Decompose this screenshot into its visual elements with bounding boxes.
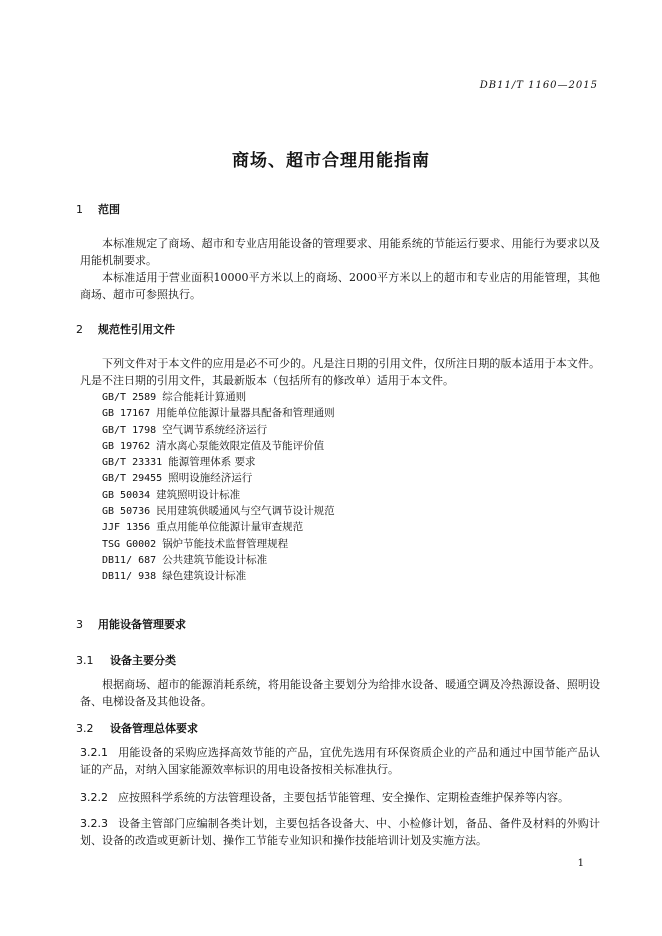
reference-code: JJF 1356 <box>102 522 151 534</box>
reference-name: 空气调节系统经济运行 <box>162 423 268 436</box>
clause-text: 设备主管部门应编制各类计划，主要包括各设备大、中、小检修计划，备品、备件及材料的外购计划、设备的改造或更新计划、操作工节能专业知识和操作技能培训计划及实施方法。 <box>80 817 600 847</box>
reference-code: DB11/ 938 <box>102 571 157 583</box>
reference-item <box>102 470 335 486</box>
section-number: 3 <box>76 618 83 631</box>
clause-3-2-1 <box>80 744 600 778</box>
reference-name: 公共建筑节能设计标准 <box>162 553 268 566</box>
reference-item <box>102 536 335 552</box>
section-2-heading <box>76 321 175 337</box>
reference-code: DB11/ 687 <box>102 554 157 566</box>
reference-code: TSG G0002 <box>102 538 157 550</box>
section-number: 2 <box>76 323 83 336</box>
clause-number: 3.2.3 <box>80 817 108 830</box>
reference-name: 建筑照明设计标准 <box>156 488 241 501</box>
reference-item <box>102 389 335 405</box>
reference-code: GB/T 29455 <box>102 473 163 485</box>
reference-item <box>102 519 335 535</box>
reference-code: GB 50034 <box>102 489 151 501</box>
subsection-title: 设备管理总体要求 <box>110 722 198 735</box>
section-title: 用能设备管理要求 <box>98 618 186 631</box>
section-number: 1 <box>76 203 83 216</box>
reference-name: 能源管理体系 要求 <box>168 456 256 469</box>
section-title: 范围 <box>98 203 120 216</box>
normative-reference-list <box>102 389 335 585</box>
reference-item <box>102 487 335 503</box>
subsection-3-1-paragraph: 根据商场、超市的能源消耗系统，将用能设备主要划分为给排水设备、暖通空调及冷热源设备、照明设备、电梯设备及其他设备。 <box>80 678 600 708</box>
reference-code: GB/T 2589 <box>102 392 157 403</box>
reference-code: GB 17167 <box>102 408 151 420</box>
reference-item <box>102 503 335 519</box>
reference-code: GB/T 23331 <box>102 457 163 469</box>
page-number: 1 <box>577 858 584 869</box>
reference-name: 清水离心泵能效限定值及节能评价值 <box>156 439 325 452</box>
reference-name: 重点用能单位能源计量审查规范 <box>156 521 304 534</box>
reference-item <box>102 568 335 584</box>
clause-number: 3.2.1 <box>80 746 108 759</box>
clause-3-2-2 <box>80 789 600 806</box>
reference-name: 用能单位能源计量器具配备和管理通则 <box>156 407 335 420</box>
reference-code: GB 19762 <box>102 440 151 452</box>
section-1-paragraph-2: 本标准适用于营业面积10000平方米以上的商场、2000平方米以上的超市和专业店的用能管理，其他商场、超市可参照执行。 <box>80 271 600 301</box>
section-2-paragraph: 下列文件对于本文件的应用是必不可少的。凡是注日期的引用文件，仅所注日期的版本适用于本文件。凡是不注日期的引用文件，其最新版本（包括所有的修改单）适用于本文件。 <box>80 357 600 387</box>
reference-name: 照明设施经济运行 <box>168 472 253 485</box>
reference-item <box>102 454 335 470</box>
reference-item <box>102 552 335 568</box>
reference-item <box>102 422 335 438</box>
subsection-3-1-heading <box>76 652 176 668</box>
standard-code: DB11/T 1160—2015 <box>479 80 598 91</box>
clause-text: 应按照科学系统的方法管理设备，主要包括节能管理、安全操作、定期检查维护保养等内容。 <box>118 791 569 804</box>
subsection-number: 3.2 <box>76 722 94 735</box>
reference-name: 绿色建筑设计标准 <box>162 570 247 583</box>
reference-name: 综合能耗计算通则 <box>162 391 247 403</box>
reference-item <box>102 405 335 421</box>
reference-item <box>102 438 335 454</box>
clause-3-2-3 <box>80 815 600 849</box>
reference-code: GB/T 1798 <box>102 424 157 436</box>
section-1-paragraph-1: 本标准规定了商场、超市和专业店用能设备的管理要求、用能系统的节能运行要求、用能行为要求以及用能机制要求。 <box>80 237 600 267</box>
reference-code: GB 50736 <box>102 506 151 518</box>
document-title: 商场、超市合理用能指南 <box>232 151 430 171</box>
subsection-title: 设备主要分类 <box>110 654 176 667</box>
section-title: 规范性引用文件 <box>98 323 175 336</box>
clause-text: 用能设备的采购应选择高效节能的产品，宜优先选用有环保资质企业的产品和通过中国节能产品认证的产品，对纳入国家能源效率标识的用电设备按相关标准执行。 <box>80 746 600 776</box>
reference-name: 锅炉节能技术监督管理规程 <box>162 537 289 550</box>
section-1-heading <box>76 201 120 217</box>
subsection-number: 3.1 <box>76 654 94 667</box>
subsection-3-2-heading <box>76 720 198 736</box>
reference-name: 民用建筑供暖通风与空气调节设计规范 <box>156 505 335 518</box>
clause-number: 3.2.2 <box>80 791 108 804</box>
section-3-heading <box>76 616 186 632</box>
